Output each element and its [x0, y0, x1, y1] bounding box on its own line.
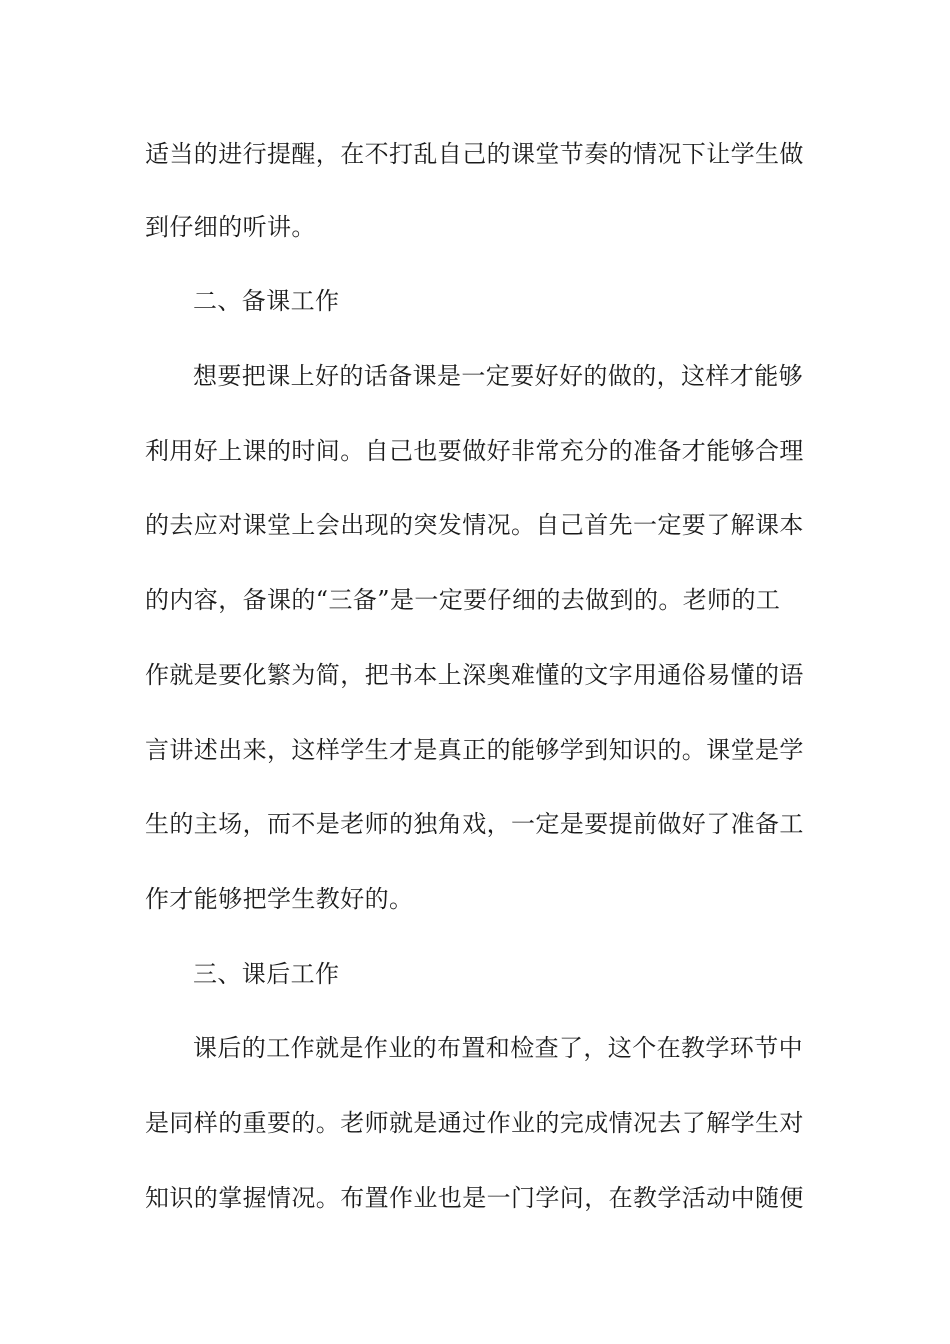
paragraph-first-line: 想要把课上好的话备课是一定要好好的做的，这样才能够: [193, 362, 803, 390]
body-text-line: 利用好上课的时间。自己也要做好非常充分的准备才能够合理: [145, 437, 804, 465]
body-text-line: 生的主场，而不是老师的独角戏，一定是要提前做好了准备工: [145, 810, 804, 838]
body-text-line: 是同样的重要的。老师就是通过作业的完成情况去了解学生对: [145, 1109, 804, 1137]
section-heading-after-class: 三、课后工作: [193, 960, 340, 988]
body-text-line: 言讲述出来，这样学生才是真正的能够学到知识的。课堂是学: [145, 736, 804, 764]
body-text-line: 作才能够把学生教好的。: [145, 885, 414, 913]
body-text-line: 适当的进行提醒，在不打乱自己的课堂节奏的情况下让学生做: [145, 140, 804, 168]
body-text-line: 到仔细的听讲。: [145, 213, 316, 241]
section-heading-preparation: 二、备课工作: [193, 287, 340, 315]
body-text-line: 的内容，备课的“三备”是一定要仔细的去做到的。老师的工: [145, 586, 781, 614]
body-text-line: 作就是要化繁为简，把书本上深奥难懂的文字用通俗易懂的语: [145, 661, 804, 689]
body-text-line: 知识的掌握情况。布置作业也是一门学问，在教学活动中随便: [145, 1184, 804, 1212]
body-text-line: 的去应对课堂上会出现的突发情况。自己首先一定要了解课本: [145, 511, 804, 539]
paragraph-first-line: 课后的工作就是作业的布置和检查了，这个在教学环节中: [193, 1034, 803, 1062]
